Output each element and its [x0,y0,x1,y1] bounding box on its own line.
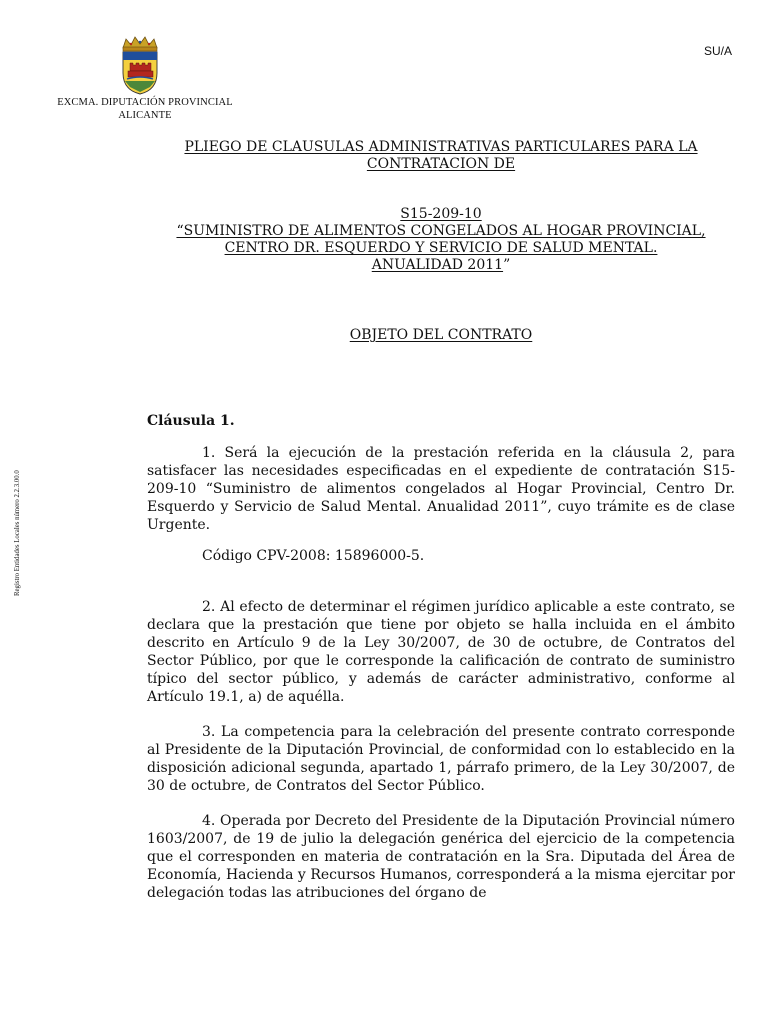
subject-line-3-quote: ” [503,257,511,273]
paragraph-1: 1. Será la ejecución de la prestación referida en la cláusula 2, para satisfacer las necesidades especificadas en el expediente de contratación S15-209-10 “Suministro de alimentos congelados al Hogar Provincial, Centro Dr. Esquerdo y Servicio de Salud Mental. Anualidad 2011”, cuyo trámite es de clase Urgente. [147,445,735,533]
file-code: S15-209-10 [400,206,482,222]
subject-line-3 [145,257,737,274]
title-line-1: PLIEGO DE CLAUSULAS ADMINISTRATIVAS PARTICULARES PARA LA [184,139,698,155]
subject-line-2: CENTRO DR. ESQUERDO Y SERVICIO DE SALUD MENTAL. [224,240,658,256]
title-line-2: CONTRATACION DE [366,156,516,172]
subject-line-1: “SUMINISTRO DE ALIMENTOS CONGELADOS AL HOGAR PROVINCIAL, [176,223,706,239]
section-heading [145,327,737,344]
registry-margin-stamp [14,420,30,600]
cpv-code: Código CPV-2008: 15896000-5. [202,548,425,564]
registry-stamp-text: Registro Entidades Locales número 2.2.3.00.0 [14,470,21,596]
subject-line-3-text: ANUALIDAD 2011 [371,257,504,273]
reference-code: SU/A [703,44,732,58]
organization-name: EXCMA. DIPUTACIÓN PROVINCIAL [57,97,233,108]
paragraph-3: 3. La competencia para la celebración del presente contrato corresponde al Presidente de la Diputación Provincial, de conformidad con lo establecido en la disposición adicional segunda, apartado 1, párrafo primero, de la Ley 30/2007, de 30 de octubre, de Contratos del Sector Público. [147,724,735,794]
document-title [145,139,737,173]
coat-of-arms-icon [118,35,162,95]
issuing-organization [56,96,234,122]
contract-subject [145,206,737,274]
organization-city: ALICANTE [118,110,172,121]
paragraph-2: 2. Al efecto de determinar el régimen jurídico aplicable a este contrato, se declara que la prestación que tiene por objeto se halla incluida en el ámbito descrito en Artículo 9 de la Ley 30/2007, de 30 de octubre, de Contratos del Sector Público, por que le corresponde la calificación de contrato de suministro típico del sector público, y además de carácter administrativo, conforme al Artículo 19.1, a) de aquélla. [147,599,735,705]
section-heading-text: OBJETO DEL CONTRATO [349,327,533,343]
clause-body [147,444,735,902]
paragraph-4: 4. Operada por Decreto del Presidente de la Diputación Provincial número 1603/2007, de 19 de julio la delegación genérica del ejercicio de la competencia que el corresponden en materia de contratación en la Sra. Diputada del Área de Economía, Hacienda y Recursos Humanos, corresponderá a la misma ejercitar por delegación todas las atribuciones del órgano de [147,813,735,901]
clause-heading: Cláusula 1. [147,413,235,429]
